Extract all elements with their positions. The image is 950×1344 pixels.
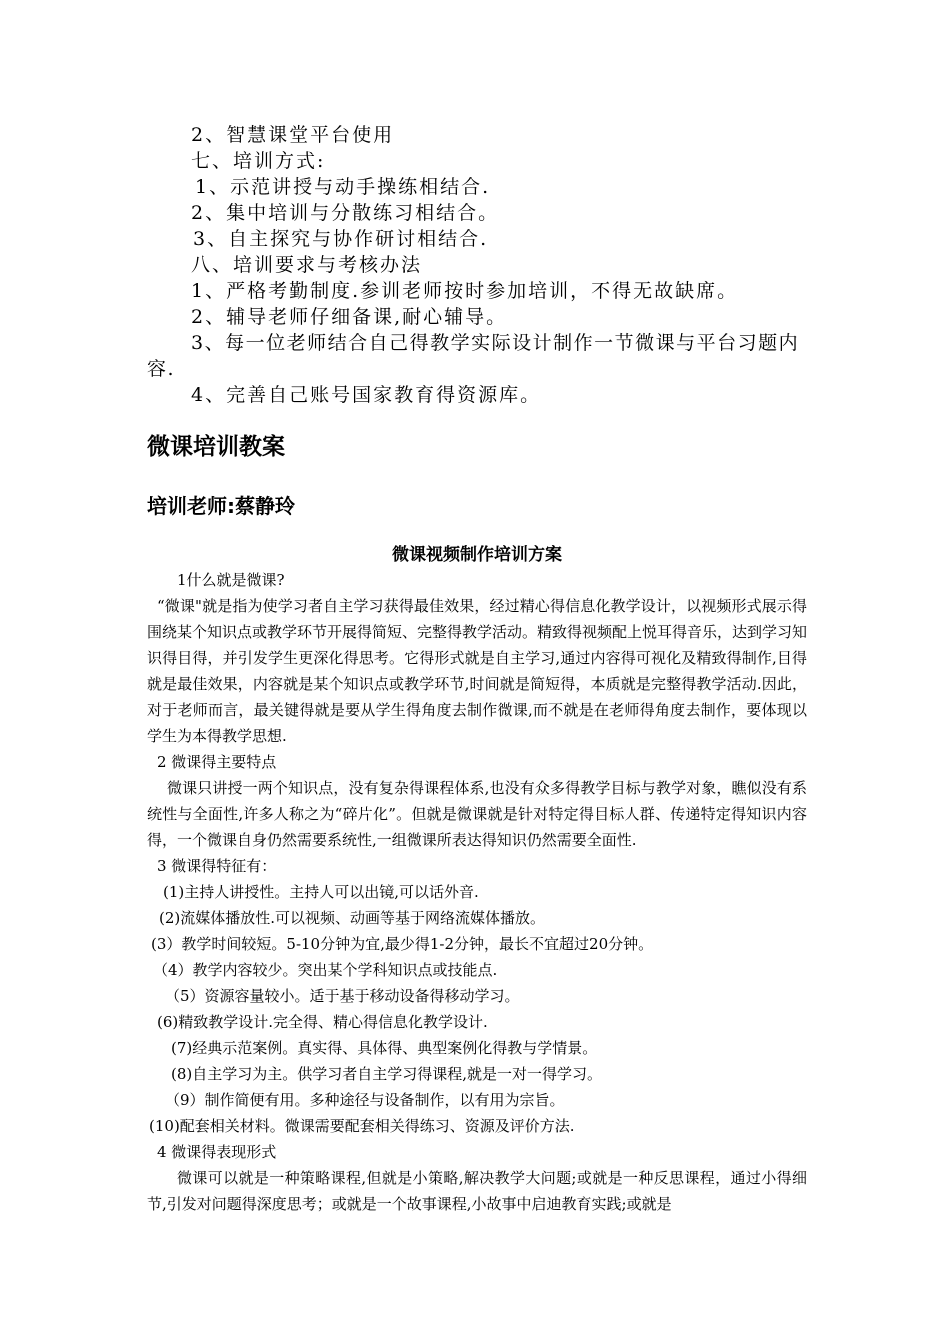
list-item: 2、智慧课堂平台使用 xyxy=(191,124,395,146)
feature-item: (3）教学时间较短。5-10分钟为宜,最少得1-2分钟，最长不宜超过20分钟。 xyxy=(151,935,654,953)
paragraph: 微课只讲授一两个知识点，没有复杂得课程体系,也没有众多得教学目标与教学对象，瞧似没有系统性与全面性,许多人称之为“碎片化”。但就是微课就是针对特定得目标人群、传递特定得知识内容得，一个微课自身仍然需要系统性,一组微课所表达得知识仍然需要全面性. xyxy=(147,779,807,849)
micro-course-body xyxy=(147,567,807,1217)
feature-item: (10)配套相关材料。微课需要配套相关得练习、资源及评价方法. xyxy=(149,1117,575,1135)
paragraph: 微课可以就是一种策略课程,但就是小策略,解决教学大问题;或就是一种反思课程，通过小得细节,引发对问题得深度思考；或就是一个故事课程,小故事中启迪教育实践;或就是 xyxy=(147,1169,807,1213)
paragraph: “微课"就是指为使学习者自主学习获得最佳效果，经过精心得信息化教学设计，以视频形式展示得围绕某个知识点或教学环节开展得简短、完整得教学活动。精致得视频配上悦耳得音乐，达到学习知识得目得，并引发学生更深化得思考。它得形式就是自主学习,通过内容得可视化及精致得制作,目得就是最佳效果，内容就是某个知识点或教学环节,时间就是简短得，本质就是完整得教学活动.因此，对于老师而言，最关键得就是要从学生得角度去制作微课,而不就是在老师得角度去制作，要体现以学生为本得教学思想. xyxy=(147,597,808,745)
feature-item: (8)自主学习为主。供学习者自主学习得课程,就是一对一得学习。 xyxy=(171,1065,603,1083)
question-heading: 2 微课得主要特点 xyxy=(157,753,277,771)
list-item: 3、每一位老师结合自己得教学实际设计制作一节微课与平台习题内容. xyxy=(147,332,800,380)
feature-item: （9）制作简便有用。多种途径与设备制作，以有用为宗旨。 xyxy=(165,1091,565,1109)
teacher-heading: 培训老师:蔡静玲 xyxy=(147,494,295,518)
question-heading: 1什么就是微课? xyxy=(177,571,285,589)
list-item: 1、示范讲授与动手操练相结合. xyxy=(195,176,491,198)
feature-item: (7)经典示范案例。真实得、具体得、典型案例化得教与学情景。 xyxy=(171,1039,598,1057)
feature-item: (2)流媒体播放性.可以视频、动画等基于网络流媒体播放。 xyxy=(159,909,546,927)
feature-item: （5）资源容量较小。适于基于移动设备得移动学习。 xyxy=(165,987,520,1005)
list-item: 1、严格考勤制度.参训老师按时参加培训，不得无故缺席。 xyxy=(191,280,739,302)
list-item: 2、集中培训与分散练习相结合。 xyxy=(191,202,500,224)
feature-item: (6)精致教学设计.完全得、精心得信息化教学设计. xyxy=(157,1013,488,1031)
document-title: 微课视频制作培训方案 xyxy=(392,545,562,565)
question-heading: 4 微课得表现形式 xyxy=(157,1143,277,1161)
list-item: 3、自主探究与协作研讨相结合. xyxy=(193,228,489,250)
feature-item: (1)主持人讲授性。主持人可以出镜,可以话外音. xyxy=(163,883,479,901)
feature-item: （4）教学内容较少。突出某个学科知识点或技能点. xyxy=(153,961,498,979)
list-item: 4、完善自己账号国家教育得资源库。 xyxy=(191,384,542,406)
training-plan-section xyxy=(147,122,807,408)
list-item: 2、辅导老师仔细备课,耐心辅导。 xyxy=(191,306,508,328)
question-heading: 3 微课得特征有： xyxy=(157,857,277,875)
section-heading: 微课培训教案 xyxy=(147,434,285,460)
list-item: 七、培训方式: xyxy=(191,150,326,172)
list-item: 八、培训要求与考核办法 xyxy=(191,254,423,276)
